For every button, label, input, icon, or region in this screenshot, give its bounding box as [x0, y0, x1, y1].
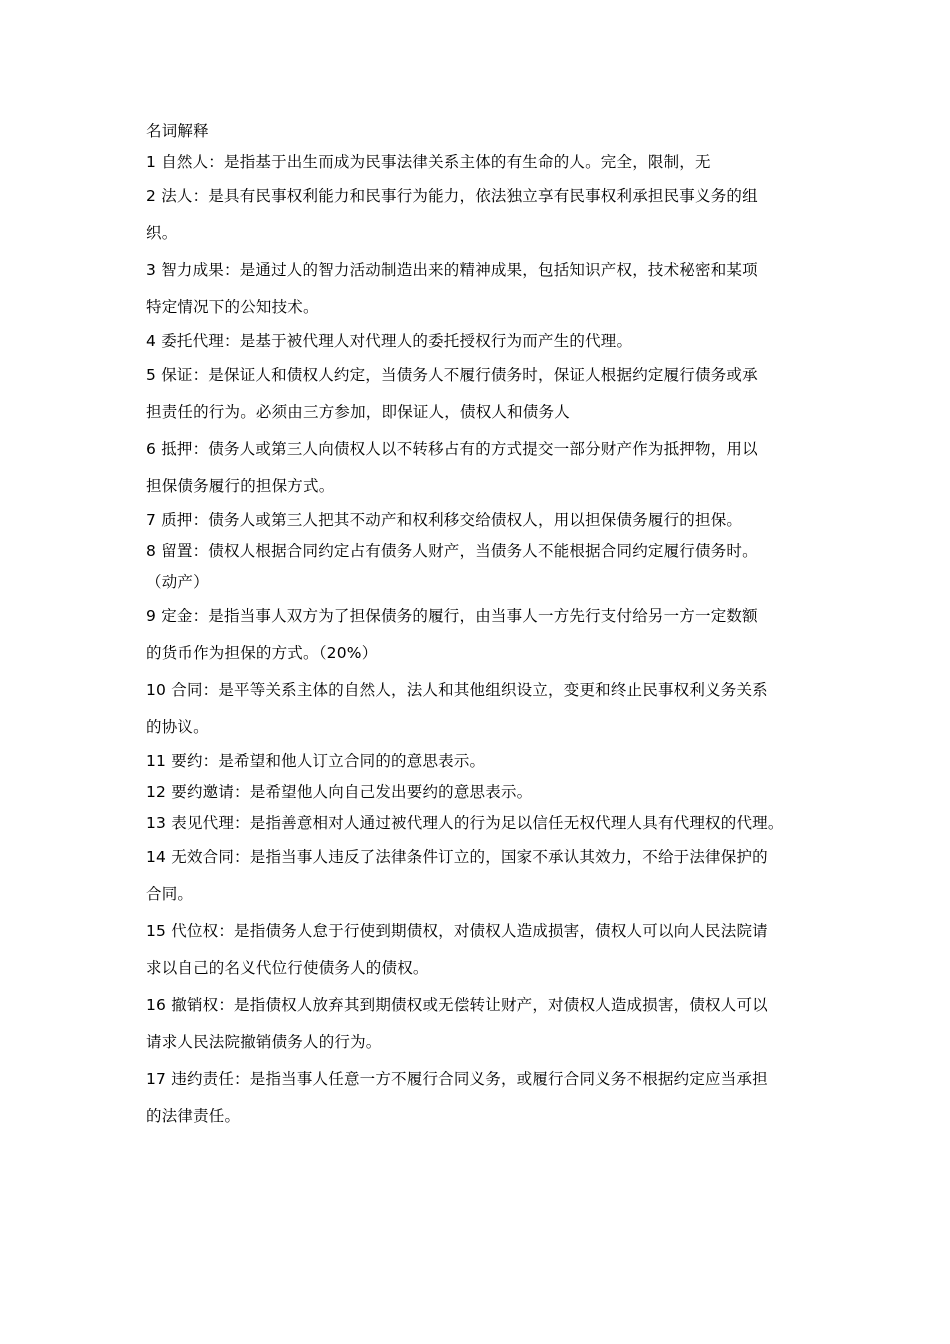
text-line: 担责任的行为。必须由三方参加，即保证人，债权人和债务人: [146, 403, 570, 421]
text-line: 17 违约责任：是指当事人任意一方不履行合同义务，或履行合同义务不根据约定应当承担: [146, 1070, 768, 1088]
text-line: （动产）: [146, 573, 209, 591]
text-line: 1 自然人：是指基于出生而成为民事法律关系主体的有生命的人。完全，限制，无: [146, 153, 711, 171]
document-body: [146, 116, 814, 1135]
text-line: 5 保证：是保证人和债权人约定，当债务人不履行债务时，保证人根据约定履行债务或承: [146, 366, 758, 384]
text-line: 14 无效合同：是指当事人违反了法律条件订立的，国家不承认其效力，不给于法律保护的: [146, 848, 768, 866]
text-line: 担保债务履行的担保方式。: [146, 477, 335, 495]
text-line: 合同。: [146, 885, 194, 903]
text-line: 4 委托代理：是基于被代理人对代理人的委托授权行为而产生的代理。: [146, 332, 633, 350]
text-line: 2 法人：是具有民事权利能力和民事行为能力，依法独立享有民事权利承担民事义务的组: [146, 187, 758, 205]
text-line: 12 要约邀请：是希望他人向自己发出要约的意思表示。: [146, 783, 533, 801]
text-line: 13 表见代理：是指善意相对人通过被代理人的行为足以信任无权代理人具有代理权的代理。: [146, 814, 784, 832]
text-line: 3 智力成果：是通过人的智力活动制造出来的精神成果，包括知识产权，技术秘密和某项: [146, 261, 758, 279]
text-line: 8 留置：债权人根据合同约定占有债务人财产，当债务人不能根据合同约定履行债务时。: [146, 542, 758, 560]
text-line: 11 要约：是希望和他人订立合同的的意思表示。: [146, 752, 486, 770]
text-line: 10 合同：是平等关系主体的自然人，法人和其他组织设立，变更和终止民事权利义务关系: [146, 681, 768, 699]
text-line: 6 抵押：债务人或第三人向债权人以不转移占有的方式提交一部分财产作为抵押物，用以: [146, 440, 758, 458]
text-line: 15 代位权：是指债务人怠于行使到期债权，对债权人造成损害，债权人可以向人民法院请: [146, 922, 768, 940]
text-line: 织。: [146, 224, 178, 242]
text-line: 16 撤销权：是指债权人放弃其到期债权或无偿转让财产，对债权人造成损害，债权人可以: [146, 996, 768, 1014]
text-line: 的协议。: [146, 718, 209, 736]
text-line: 7 质押：债务人或第三人把其不动产和权利移交给债权人，用以担保债务履行的担保。: [146, 511, 743, 529]
text-line: 求以自己的名义代位行使债务人的债权。: [146, 959, 429, 977]
text-line: 的法律责任。: [146, 1107, 241, 1125]
document-heading: 名词解释: [146, 122, 209, 140]
text-line: 请求人民法院撤销债务人的行为。: [146, 1033, 382, 1051]
text-line: 9 定金：是指当事人双方为了担保债务的履行，由当事人一方先行支付给另一方一定数额: [146, 607, 758, 625]
text-line: 特定情况下的公知技术。: [146, 298, 319, 316]
text-line: 的货币作为担保的方式。（20%）: [146, 644, 378, 662]
